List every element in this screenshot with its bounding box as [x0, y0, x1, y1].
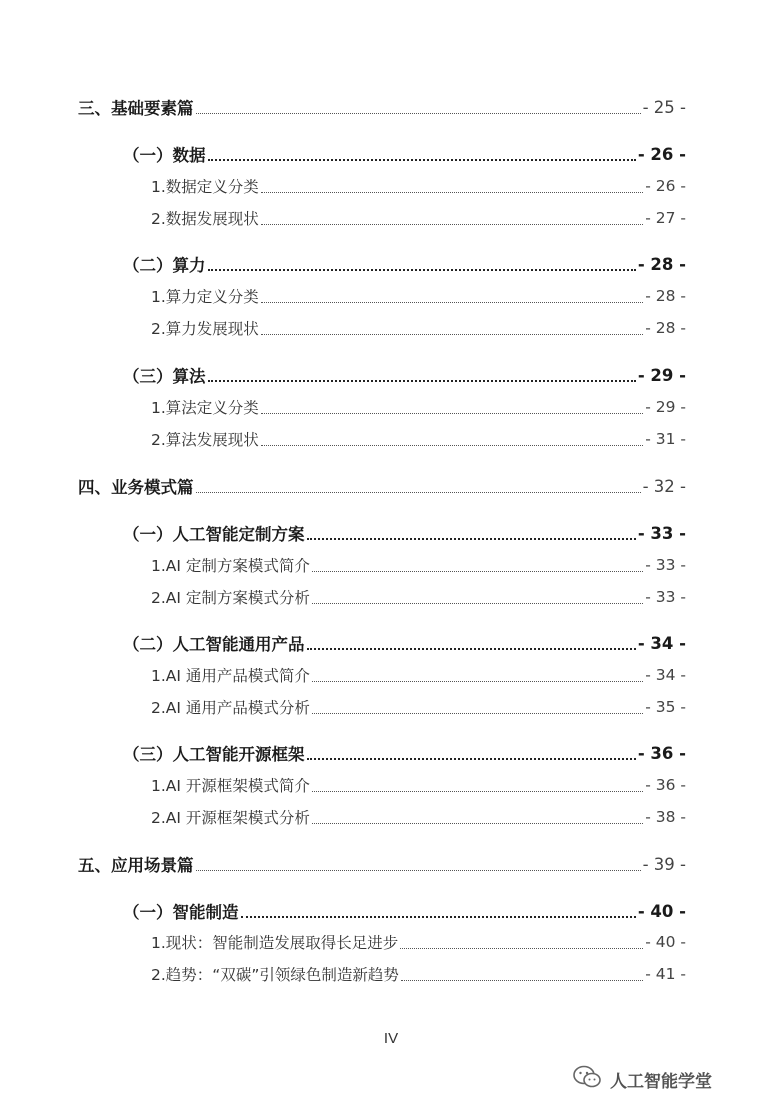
toc-entry-label: 2.AI 定制方案模式分析: [151, 589, 310, 607]
toc-entry-page: - 40 -: [637, 901, 686, 921]
toc-subsection-entry[interactable]: [151, 205, 686, 231]
toc-entry-label: （一）人工智能定制方案: [123, 525, 305, 544]
toc-subsection-entry[interactable]: [151, 662, 686, 688]
toc-entry-label: （一）智能制造: [123, 903, 239, 922]
dot-leader: [401, 980, 643, 981]
toc-entry-page: - 31 -: [645, 430, 686, 448]
toc-entry-page: - 28 -: [645, 319, 686, 337]
dot-leader: [261, 302, 643, 303]
toc-entry-page: - 29 -: [645, 398, 686, 416]
dot-leader: [307, 758, 636, 760]
toc-entry-label: 五、应用场景篇: [78, 856, 194, 875]
toc-entry-label: 1.数据定义分类: [151, 178, 259, 196]
toc-subsection-entry[interactable]: [151, 173, 686, 199]
toc-entry-page: - 38 -: [645, 808, 686, 826]
toc-subsection-entry[interactable]: [151, 772, 686, 798]
toc-section-entry[interactable]: [123, 898, 686, 924]
toc-subsection-entry[interactable]: [151, 694, 686, 720]
page-number: IV: [383, 1030, 399, 1047]
dot-leader: [241, 916, 636, 918]
toc-entry-page: - 25 -: [642, 97, 686, 117]
toc-chapter-entry[interactable]: [78, 851, 686, 877]
toc-entry-page: - 40 -: [645, 933, 686, 951]
dot-leader: [196, 870, 641, 871]
toc-section-entry[interactable]: [123, 520, 686, 546]
toc-entry-label: 2.AI 开源框架模式分析: [151, 809, 310, 827]
toc-entry-label: 1.AI 开源框架模式简介: [151, 777, 310, 795]
toc-subsection-entry[interactable]: [151, 929, 686, 955]
dot-leader: [261, 192, 643, 193]
toc-entry-page: - 28 -: [637, 254, 686, 274]
dot-leader: [307, 648, 636, 650]
dot-leader: [312, 791, 643, 792]
dot-leader: [261, 445, 643, 446]
toc-section-entry[interactable]: [123, 251, 686, 277]
toc-entry-label: （三）人工智能开源框架: [123, 745, 305, 764]
toc-entry-label: 四、业务模式篇: [78, 478, 194, 497]
toc-entry-label: 三、基础要素篇: [78, 99, 194, 118]
toc-entry-label: （二）人工智能通用产品: [123, 635, 305, 654]
toc-entry-label: 2.AI 通用产品模式分析: [151, 699, 310, 717]
toc-entry-label: （三）算法: [123, 367, 206, 386]
toc-subsection-entry[interactable]: [151, 283, 686, 309]
toc-subsection-entry[interactable]: [151, 804, 686, 830]
toc-entry-page: - 28 -: [645, 287, 686, 305]
dot-leader: [312, 571, 643, 572]
toc-entry-page: - 33 -: [645, 556, 686, 574]
dot-leader: [312, 713, 643, 714]
toc-section-entry[interactable]: [123, 141, 686, 167]
toc-subsection-entry[interactable]: [151, 584, 686, 610]
toc-section-entry[interactable]: [123, 630, 686, 656]
toc-entry-page: - 41 -: [645, 965, 686, 983]
dot-leader: [312, 823, 643, 824]
toc-entry-page: - 34 -: [645, 666, 686, 684]
dot-leader: [312, 603, 643, 604]
toc-entry-page: - 26 -: [637, 144, 686, 164]
toc-entry-page: - 36 -: [645, 776, 686, 794]
toc-entry-label: （一）数据: [123, 146, 206, 165]
toc-entry-label: 1.AI 定制方案模式简介: [151, 557, 310, 575]
toc-subsection-entry[interactable]: [151, 394, 686, 420]
toc-chapter-entry[interactable]: [78, 94, 686, 120]
toc-entry-page: - 26 -: [645, 177, 686, 195]
toc-subsection-entry[interactable]: [151, 315, 686, 341]
dot-leader: [208, 269, 636, 271]
toc-entry-label: 1.算力定义分类: [151, 288, 259, 306]
toc-subsection-entry[interactable]: [151, 426, 686, 452]
toc-entry-page: - 32 -: [642, 476, 686, 496]
dot-leader: [312, 681, 643, 682]
watermark-text: 人工智能学堂: [610, 1071, 712, 1092]
wechat-icon: [572, 1064, 602, 1094]
dot-leader: [196, 492, 641, 493]
toc-entry-label: 2.数据发展现状: [151, 210, 259, 228]
toc-entry-label: 2.算力发展现状: [151, 320, 259, 338]
toc-entry-label: 2.算法发展现状: [151, 431, 259, 449]
dot-leader: [261, 224, 643, 225]
dot-leader: [208, 380, 636, 382]
toc-entry-page: - 34 -: [637, 633, 686, 653]
toc-entry-label: 2.趋势：“双碳”引领绿色制造新趋势: [151, 966, 399, 984]
toc-chapter-entry[interactable]: [78, 473, 686, 499]
toc-entry-page: - 36 -: [637, 743, 686, 763]
toc-entry-label: 1.算法定义分类: [151, 399, 259, 417]
toc-subsection-entry[interactable]: [151, 961, 686, 987]
dot-leader: [208, 159, 636, 161]
dot-leader: [400, 948, 643, 949]
toc-entry-label: 1.现状：智能制造发展取得长足进步: [151, 934, 399, 952]
toc-subsection-entry[interactable]: [151, 552, 686, 578]
toc-section-entry[interactable]: [123, 362, 686, 388]
toc-entry-page: - 27 -: [645, 209, 686, 227]
toc-section-entry[interactable]: [123, 740, 686, 766]
dot-leader: [261, 413, 643, 414]
toc-entry-label: 1.AI 通用产品模式简介: [151, 667, 310, 685]
toc-entry-page: - 39 -: [642, 854, 686, 874]
dot-leader: [196, 113, 641, 114]
toc-entry-page: - 33 -: [637, 523, 686, 543]
dot-leader: [307, 538, 636, 540]
toc-entry-label: （二）算力: [123, 256, 206, 275]
dot-leader: [261, 334, 643, 335]
toc-entry-page: - 29 -: [637, 365, 686, 385]
toc-entry-page: - 33 -: [645, 588, 686, 606]
toc-entry-page: - 35 -: [645, 698, 686, 716]
watermark: [572, 1064, 777, 1094]
